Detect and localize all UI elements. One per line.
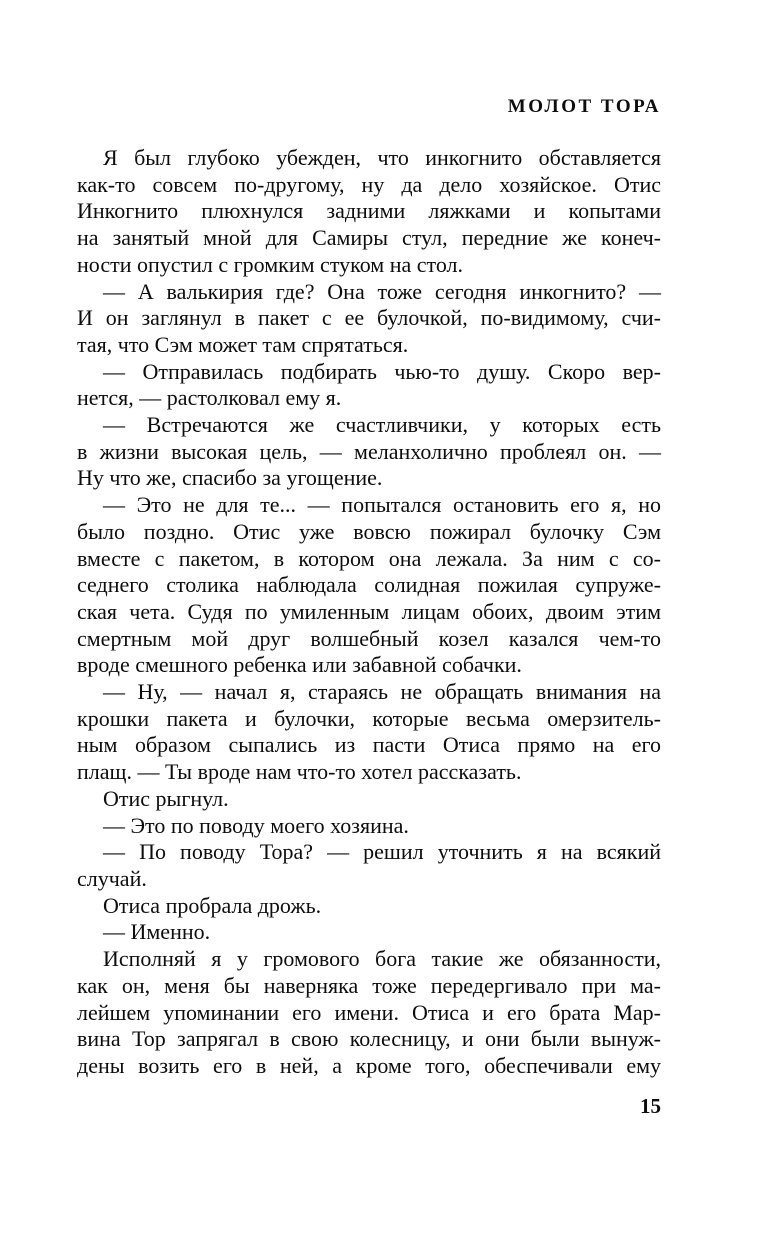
text-line: на занятый мной для Самиры стул, передние же конеч- (77, 225, 661, 251)
text-line: тая, что Сэм может там спрятаться. (77, 331, 409, 357)
text-line: плащ. — Ты вроде нам что-то хотел рассказать. (77, 759, 522, 785)
text-line: — Это не для те... — попытался остановить его я, но (103, 492, 661, 518)
text-line: седнего столика наблюдала солидная пожилая супруже- (77, 572, 661, 598)
text-line: Отиса пробрала дрожь. (103, 892, 322, 918)
text-line: И он заглянул в пакет с ее булочкой, по-видимому, счи- (77, 305, 661, 331)
text-line: как-то совсем по-другому, ну да дело хозяйское. Отис (77, 171, 661, 197)
text-line: — Ну, — начал я, стараясь не обращать внимания на (103, 679, 661, 705)
text-line: нется, — растолковал ему я. (77, 385, 342, 411)
page-body (77, 145, 661, 1080)
paragraph (77, 786, 661, 813)
text-line: — А валькирия где? Она тоже сегодня инкогнито? — (103, 278, 661, 304)
text-line: Я был глубоко убежден, что инкогнито обставляется (103, 145, 661, 170)
text-line: — Это по поводу моего хозяина. (103, 812, 409, 838)
text-line: как он, меня бы наверняка тоже передергивало при ма- (77, 972, 661, 998)
running-head: МОЛОТ ТОРА (507, 96, 661, 117)
text-line: Ну что же, спасибо за угощение. (77, 465, 383, 491)
text-line: — По поводу Тора? — решил уточнить я на всякий (103, 839, 661, 865)
text-line: Исполняй я у громового бога такие же обязанности, (103, 946, 661, 972)
text-line: дены возить его в ней, а кроме того, обеспечивали ему (77, 1052, 661, 1078)
text-line: — Именно. (103, 919, 211, 945)
paragraph (77, 813, 661, 840)
paragraph (77, 893, 661, 920)
paragraph (77, 679, 661, 786)
text-line: лейшем упоминании его имени. Отиса и его брата Мар- (77, 999, 661, 1025)
paragraph (77, 359, 661, 412)
paragraph (77, 839, 661, 892)
text-line: крошки пакета и булочки, которые весьма омерзитель- (77, 705, 661, 731)
text-line: было поздно. Отис уже вовсю пожирал булочку Сэм (77, 518, 661, 544)
page-number: 15 (640, 1094, 661, 1118)
paragraph (77, 412, 661, 492)
text-line: вина Тор запрягал в свою колесницу, и они были вынуж- (77, 1026, 661, 1052)
text-line: ным образом сыпались из пасти Отиса прямо на его (77, 732, 661, 758)
text-line: случай. (77, 865, 147, 891)
text-line: вроде смешного ребенка или забавной собачки. (77, 652, 522, 678)
text-line: вместе с пакетом, в котором она лежала. За ним с со- (77, 545, 661, 571)
text-line: — Встречаются же счастливчики, у которых есть (103, 412, 661, 438)
text-line: в жизни высокая цель, — меланхолично проблеял он. — (77, 438, 661, 464)
text-line: смертным мой друг волшебный козел казался чем-то (77, 625, 661, 651)
paragraph (77, 919, 661, 946)
paragraph (77, 145, 661, 279)
paragraph (77, 279, 661, 359)
text-line: ская чета. Судя по умиленным лицам обоих, двоим этим (77, 598, 661, 624)
paragraph (77, 492, 661, 679)
paragraph (77, 946, 661, 1080)
text-line: Отис рыгнул. (103, 785, 229, 811)
text-line: — Отправилась подбирать чью-то душу. Скоро вер- (103, 358, 661, 384)
text-line: Инкогнито плюхнулся задними ляжками и копытами (77, 198, 661, 224)
text-line: ности опустил с громким стуком на стол. (77, 251, 464, 277)
